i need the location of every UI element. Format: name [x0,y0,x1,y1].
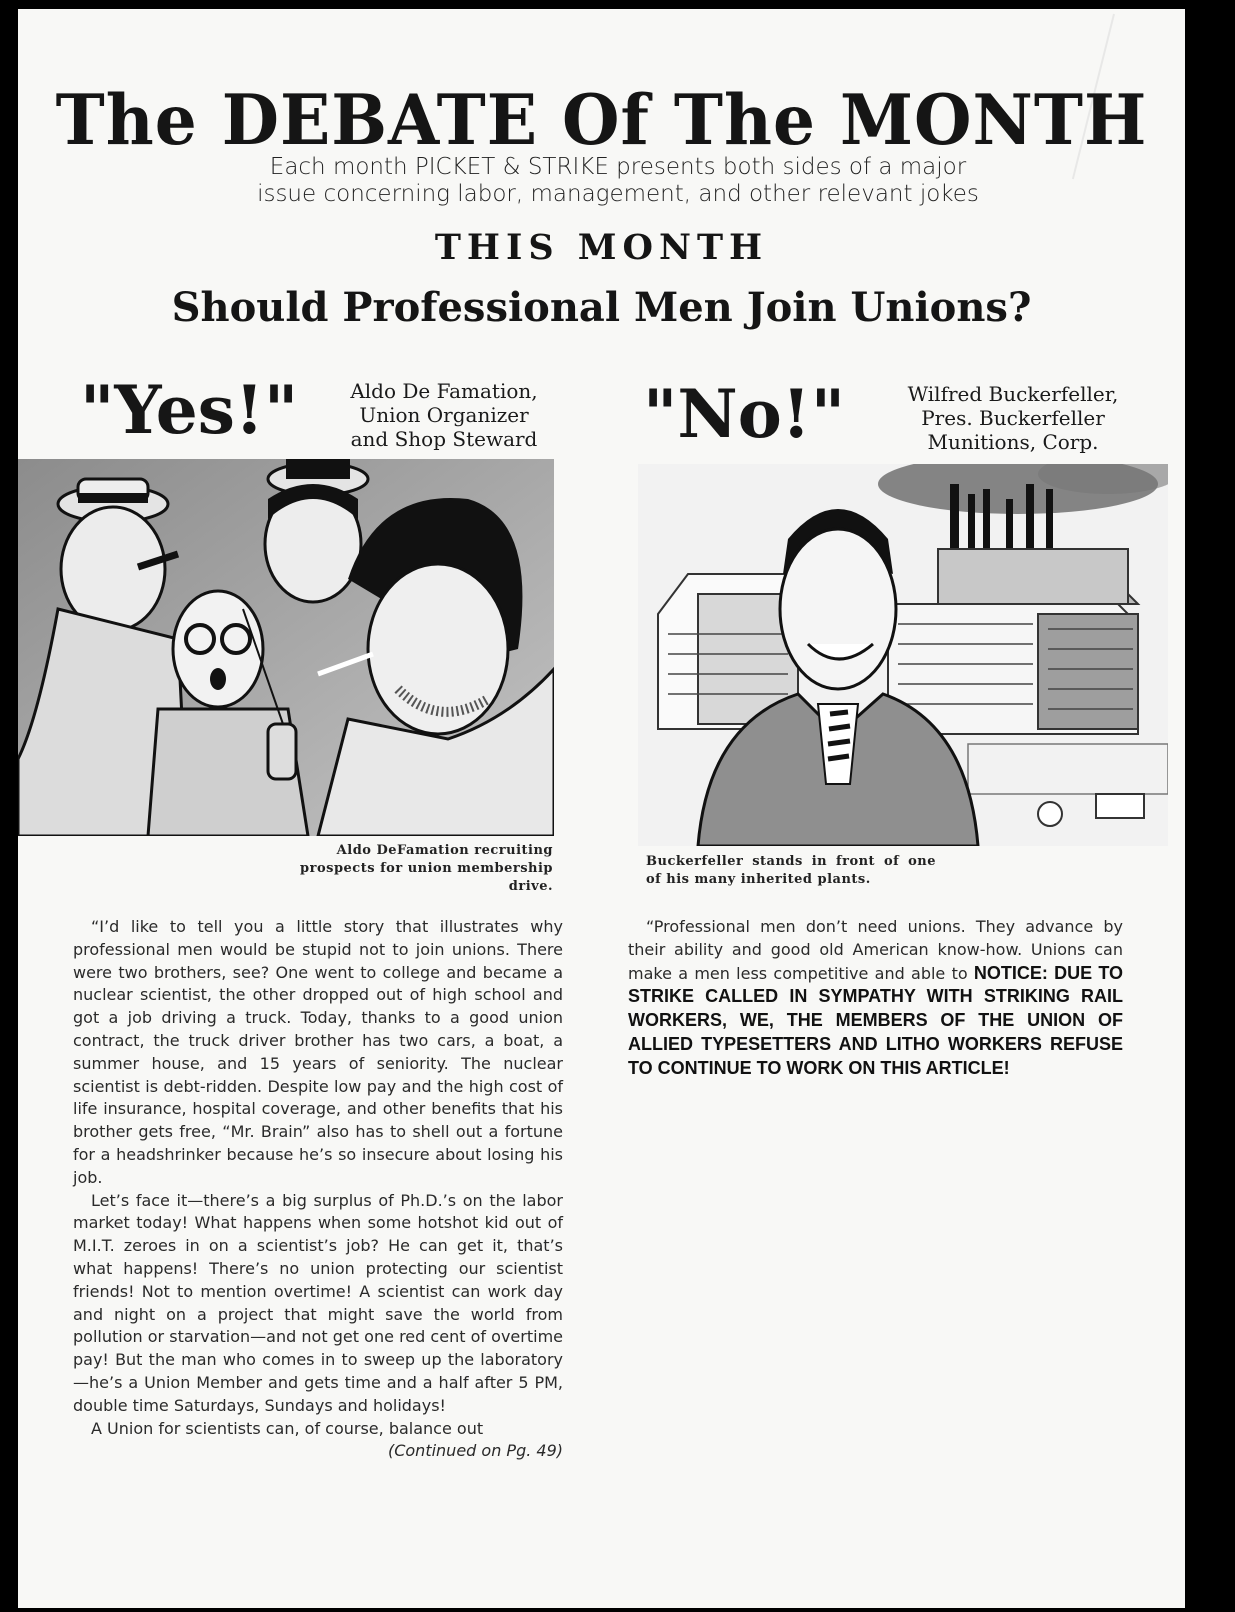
debate-question: Should Professional Men Join Unions? [171,284,1032,331]
page-title: The DEBATE Of The MONTH [55,79,1148,161]
byline-line: Munitions, Corp. [927,430,1099,454]
no-label: "No!" [643,375,846,453]
byline-line: and Shop Steward [350,427,538,451]
magazine-page [18,9,1185,1608]
yes-label: "Yes!" [80,371,299,449]
this-month-heading: THIS MONTH [434,227,769,268]
article-paragraph: A Union for scientists can, of course, balance out [91,1418,484,1438]
yes-caption: Aldo DeFamation recruiting prospects for union membership drive. [300,843,553,894]
intro-line: issue concerning labor, management, and other relevant jokes [257,181,979,207]
no-article-body [628,916,1123,1081]
article-paragraph: “I’d like to tell you a little story that illustrates why professional men would be stupid not to join unions. There were two brothers, see? One went to college and became a nuclear scientist, the other dropped out of high school and got a job driving a truck. Today, thanks to a good union contract, the truck driver brother has two cars, a boat, a summer house, and 15 years of seniority. The nuclear scientist is debt-ridden. Despite low pay and the high cost of life insurance, hospital coverage, and other benefits that his brother gets free, “Mr. Brain” also has to shell out a fortune for a headshrinker because he’s so insecure about losing his job. [73,917,563,1187]
byline-line: Union Organizer [359,403,529,427]
intro-text [138,154,1098,208]
byline-line: Pres. Buckerfeller [921,406,1105,430]
continued-link[interactable]: (Continued on Pg. 49) [387,1441,563,1461]
byline-line: Aldo De Famation, [350,379,538,403]
yes-byline [324,379,564,451]
article-paragraph [628,916,1123,1081]
no-byline [873,382,1153,454]
yes-article-body [73,916,563,1463]
intro-line: Each month PICKET & STRIKE presents both sides of a major [269,154,967,180]
yes-illustration [18,459,554,836]
no-caption: Buckerfeller stands in front of one of his many inherited plants. [646,854,936,887]
byline-line: Wilfred Buckerfeller, [907,382,1119,406]
paragraph-text: “Professional men don’t need unions. They advance by their ability and good old American know-how. Unions can make a men less competitive and able to [628,917,1123,983]
strike-notice: NOTICE: DUE TO STRIKE CALLED IN SYMPATHY WITH STRIKING RAIL WORKERS, WE, THE MEMBERS OF THE UNION OF ALLIED TYPESETTERS AND LITHO WORKERS REFUSE TO CONTINUE TO WORK ON THIS ARTICLE! [628,962,1123,1078]
factory-executive-drawing-icon [638,464,1168,846]
article-paragraph: Let’s face it—there’s a big surplus of Ph.D.’s on the labor market today! What happens when some hotshot kid out of M.I.T. zeroes in on a scientist’s job? He can get it, that’s what happens! There’s no union protecting our scientist friends! Not to mention overtime! A scientist can work day and night on a project that might save the world from pollution or starvation—and not get one red cent of overtime pay! But the man who comes in to sweep up the laboratory—he’s a Union Member and gets time and a half after 5 PM, double time Saturdays, Sundays and holidays! [73,1190,563,1415]
no-illustration [638,464,1168,846]
union-men-drawing-icon [18,459,554,836]
